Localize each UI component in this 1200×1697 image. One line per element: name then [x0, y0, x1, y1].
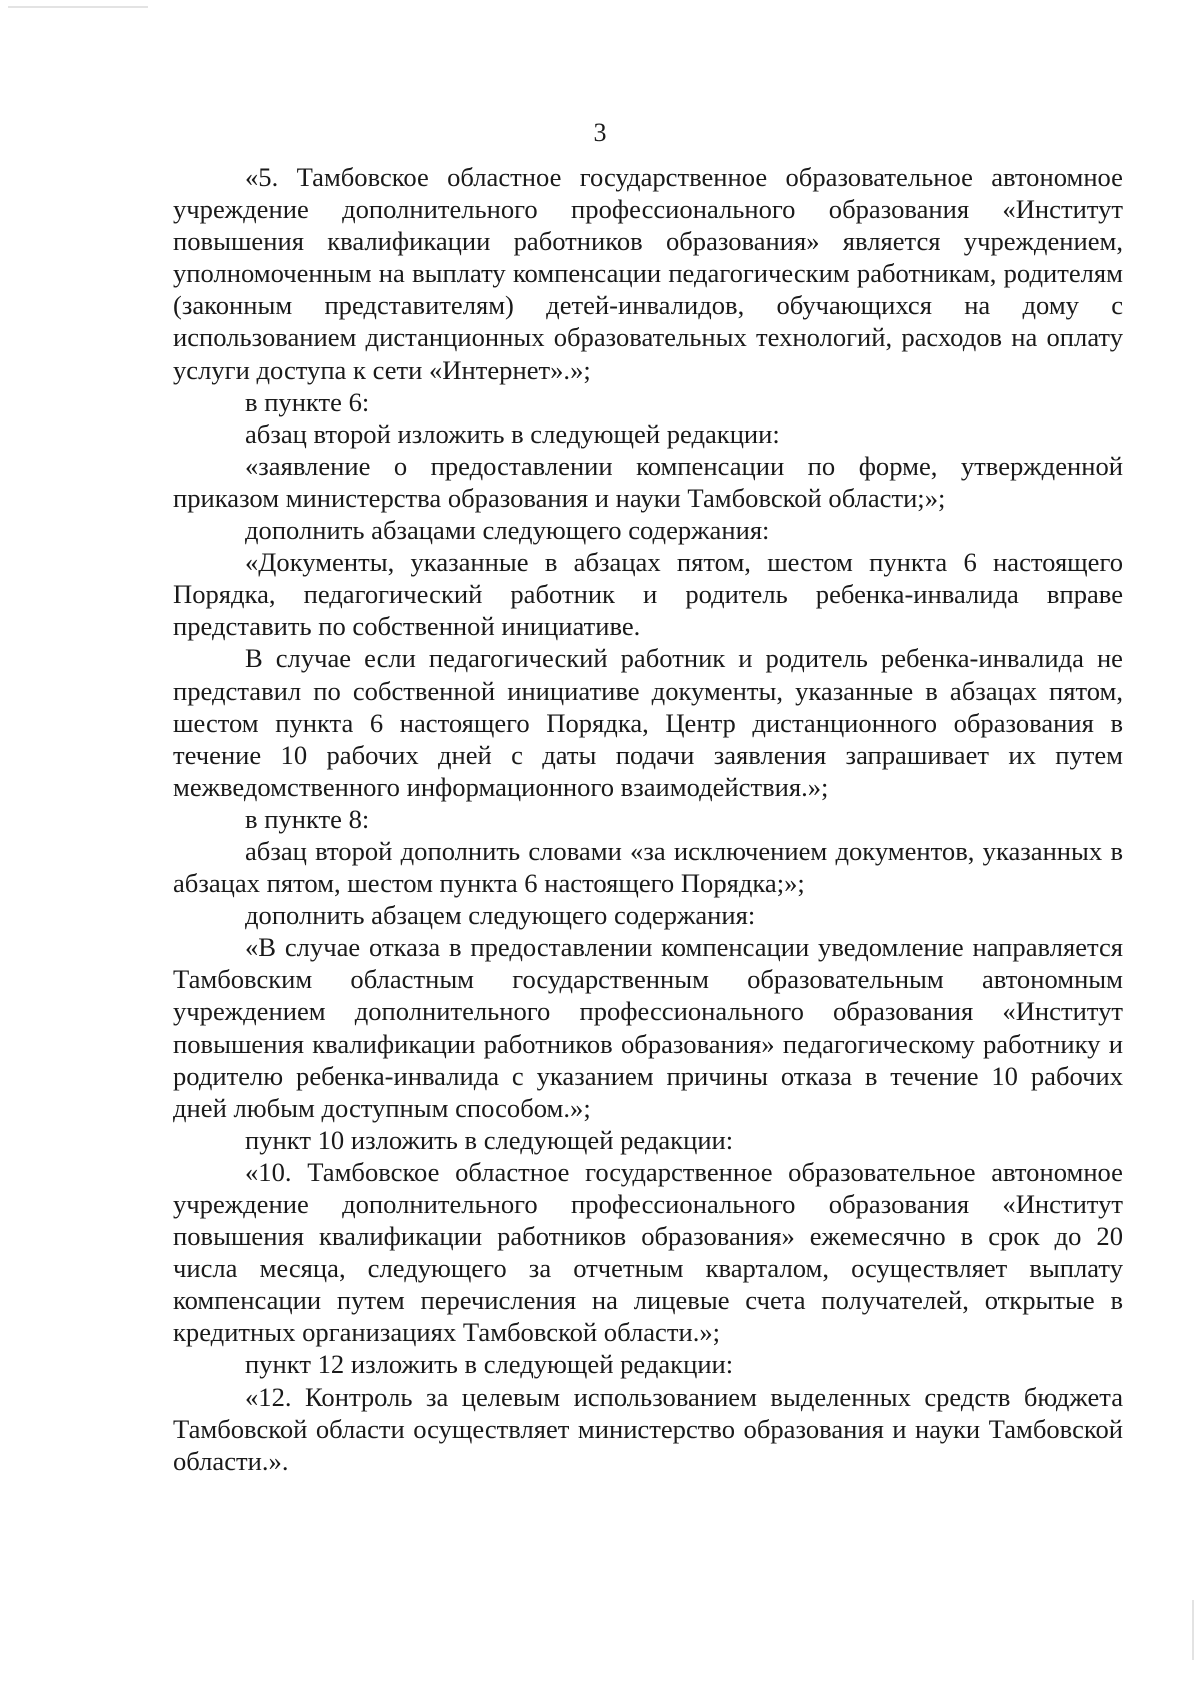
paragraph: В случае если педагогический работник и родитель ребенка-инвалида не представил по собственной инициативе документы, указанные в абзацах пятом, шестом пункта 6 настоящего Порядка, Центр дистанционного образования в течение 10 рабочих дней с даты подачи заявления запрашивает их путем межведомственного информационного взаимодействия.»;	[173, 643, 1123, 802]
paragraph: в пункте 6:	[245, 386, 370, 417]
document-body	[173, 161, 1123, 1477]
paragraph: «12. Контроль за целевым использованием выделенных средств бюджета Тамбовской области осуществляет министерство образования и науки Тамбовской области.».	[173, 1381, 1123, 1476]
paragraph: дополнить абзацами следующего содержания:	[245, 515, 770, 546]
scan-artifact	[8, 6, 148, 8]
paragraph: «В случае отказа в предоставлении компенсации уведомление направляется Тамбовским областным государственным образовательным автономным учреждением дополнительного профессионального образования «Институт повышения квалификации работников образования» педагогическому работнику и родителю ребенка-инвалида с указанием причины отказа в течение 10 рабочих дней любым доступным способом.»;	[173, 932, 1123, 1123]
paragraph: «заявление о предоставлении компенсации по форме, утвержденной приказом министерства образования и науки Тамбовской области;»;	[173, 450, 1123, 513]
paragraph: «5. Тамбовское областное государственное образовательное автономное учреждение дополнительного профессионального образования «Институт повышения квалификации работников образования» является учреждением, уполномоченным на выплату компенсации педагогическим работникам, родителям (законным представителям) детей-инвалидов, обучающихся на дому с использованием дистанционных образовательных технологий, расходов на оплату услуги доступа к сети «Интернет».»;	[173, 162, 1123, 385]
paragraph: пункт 10 изложить в следующей редакции:	[245, 1124, 734, 1155]
page-number: 3	[593, 118, 607, 147]
paragraph: в пункте 8:	[245, 803, 370, 834]
paragraph: пункт 12 изложить в следующей редакции:	[245, 1349, 734, 1380]
paragraph: абзац второй дополнить словами «за исключением документов, указанных в абзацах пятом, шестом пункта 6 настоящего Порядка;»;	[173, 835, 1123, 899]
paragraph: «Документы, указанные в абзацах пятом, шестом пункта 6 настоящего Порядка, педагогический работник и родитель ребенка-инвалида вправе представить по собственной инициативе.	[173, 547, 1123, 642]
paragraph: дополнить абзацем следующего содержания:	[245, 900, 756, 931]
scan-artifact	[1192, 1600, 1194, 1660]
paragraph: абзац второй изложить в следующей редакции:	[245, 418, 780, 449]
paragraph: «10. Тамбовское областное государственное образовательное автономное учреждение дополнительного профессионального образования «Институт повышения квалификации работников образования» ежемесячно в срок до 20 числа месяца, следующего за отчетным кварталом, осуществляет выплату компенсации путем перечисления на лицевые счета получателей, открытые в кредитных организациях Тамбовской области.»;	[173, 1156, 1123, 1348]
